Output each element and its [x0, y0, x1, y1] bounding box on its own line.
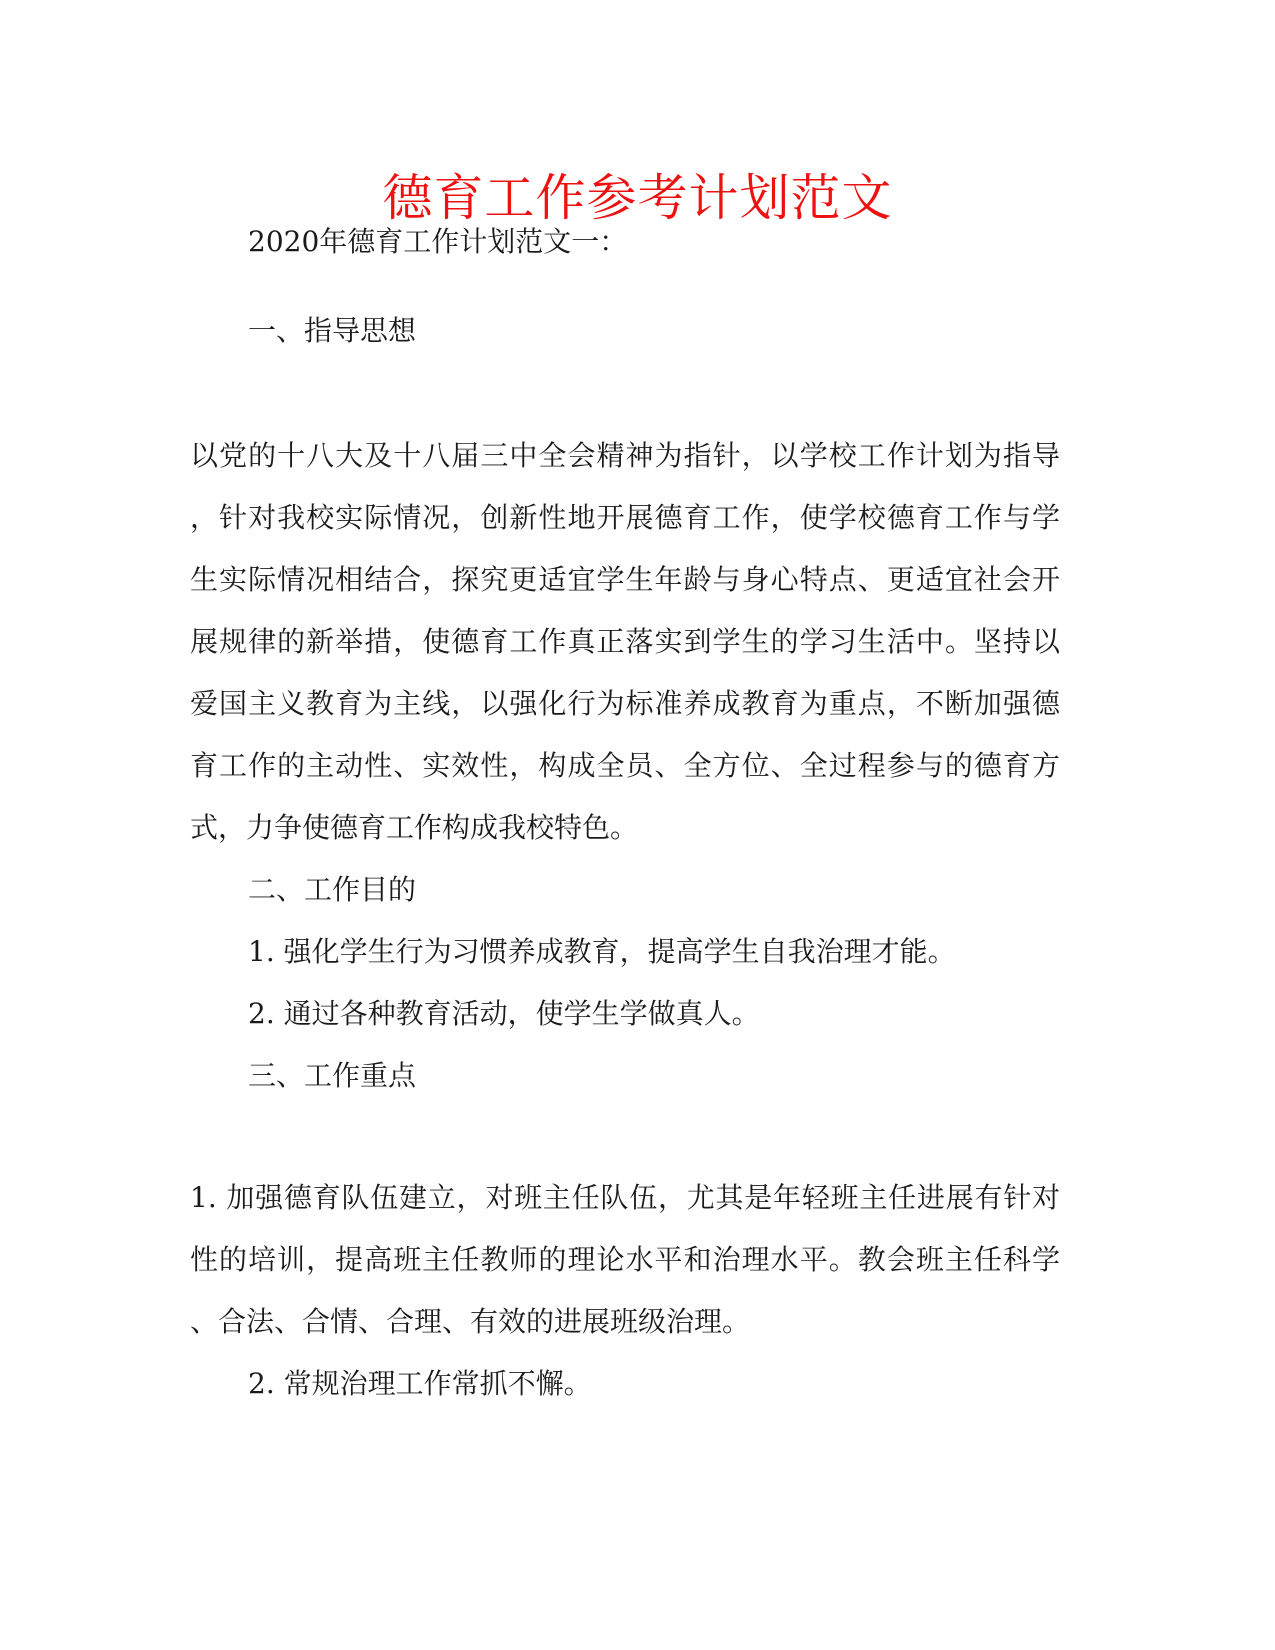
paragraph-line: 育工作的主动性、实效性，构成全员、全方位、全过程参与的德育方 [190, 749, 1060, 782]
document-title: 德育工作参考计划范文 [382, 169, 893, 227]
paragraph-line: 1. 加强德育队伍建立，对班主任队伍，尤其是年轻班主任进展有针对 [190, 1181, 1060, 1214]
paragraph-line-last: 式，力争使德育工作构成我校特色。 [190, 811, 639, 844]
paragraph-line: 爱国主义教育为主线，以强化行为标准养成教育为重点，不断加强德 [190, 687, 1060, 720]
paragraph-line: 生实际情况相结合，探究更适宜学生年龄与身心特点、更适宜社会开 [190, 563, 1060, 596]
paragraph-line: 性的培训，提高班主任教师的理论水平和治理水平。教会班主任科学 [190, 1243, 1060, 1276]
list-item: 1. 强化学生行为习惯养成教育，提高学生自我治理才能。 [248, 935, 956, 968]
section-heading-1: 一、指导思想 [248, 314, 417, 347]
list-item: 2. 通过各种教育活动，使学生学做真人。 [248, 997, 760, 1030]
section-heading-3: 三、工作重点 [248, 1059, 417, 1092]
intro-line: 2020年德育工作计划范文一： [248, 225, 628, 258]
list-item: 2. 常规治理工作常抓不懈。 [248, 1367, 592, 1400]
section-heading-2: 二、工作目的 [248, 873, 417, 906]
paragraph-line-last: 、合法、合情、合理、有效的进展班级治理。 [190, 1305, 751, 1338]
paragraph-line: ，针对我校实际情况，创新性地开展德育工作，使学校德育工作与学 [190, 501, 1060, 534]
paragraph-line: 以党的十八大及十八届三中全会精神为指针，以学校工作计划为指导 [190, 439, 1060, 472]
paragraph-line: 展规律的新举措，使德育工作真正落实到学生的学习生活中。坚持以 [190, 625, 1060, 658]
